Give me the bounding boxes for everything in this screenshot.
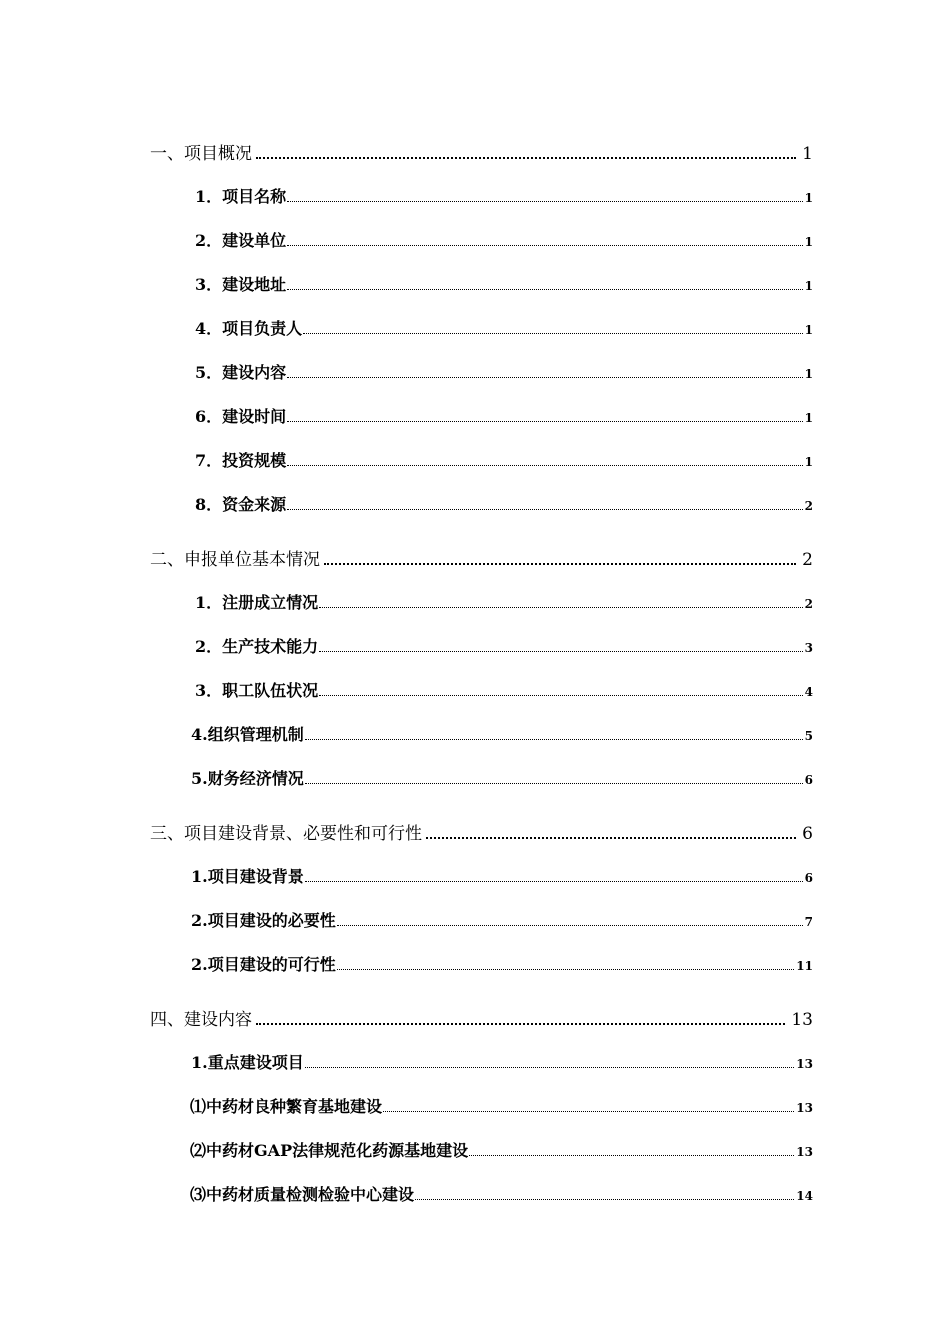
toc-item-label: 3．建设地址 [195, 275, 287, 294]
toc-page-number: 7 [804, 915, 813, 929]
toc-item[interactable] [190, 1094, 813, 1117]
toc-item-label: ⑶中药材质量检测检验中心建设 [190, 1185, 415, 1204]
toc-item-label: 5．建设内容 [195, 363, 287, 382]
dot-leader [337, 968, 795, 970]
toc-item-label: 3．职工队伍状况 [195, 681, 319, 700]
dot-leader [337, 924, 803, 926]
dot-leader [256, 1021, 785, 1025]
dot-leader [319, 606, 803, 608]
toc-page-number: 2 [804, 499, 813, 513]
toc-item-label: 7．投资规模 [195, 451, 287, 470]
toc-page-number: 1 [804, 323, 813, 337]
toc-item[interactable] [191, 1050, 813, 1073]
dot-leader [287, 244, 803, 246]
toc-item-label: 6．建设时间 [195, 407, 287, 426]
toc-item[interactable] [195, 316, 813, 339]
toc-item-label: 5.财务经济情况 [191, 769, 304, 788]
toc-heading-3[interactable] [150, 819, 813, 844]
dot-leader [287, 420, 803, 422]
toc-item-label: ⑴中药材良种繁育基地建设 [190, 1097, 383, 1116]
toc-item-label: 4.组织管理机制 [191, 725, 304, 744]
toc-item[interactable] [195, 404, 813, 427]
toc-page-number: 1 [804, 411, 813, 425]
toc-item-label: 1.重点建设项目 [191, 1053, 304, 1072]
toc-page-number: 13 [796, 1101, 813, 1115]
toc-page-number: 2 [802, 550, 813, 570]
toc-page-number: 11 [796, 959, 813, 973]
dot-leader [287, 288, 803, 290]
toc-item-label: 2.项目建设的必要性 [191, 911, 336, 930]
dot-leader [469, 1154, 794, 1156]
toc-item[interactable] [195, 590, 813, 613]
toc-item[interactable] [191, 952, 813, 975]
toc-item[interactable] [191, 908, 813, 931]
toc-item-label: 2.项目建设的可行性 [191, 955, 336, 974]
toc-item[interactable] [195, 272, 813, 295]
dot-leader [305, 738, 803, 740]
toc-page-number: 3 [804, 641, 813, 655]
toc-item[interactable] [195, 492, 813, 515]
toc-page-number: 1 [804, 455, 813, 469]
toc-page-number: 13 [796, 1057, 813, 1071]
toc-item[interactable] [195, 678, 813, 701]
toc-heading-label: 二、申报单位基本情况 [150, 550, 320, 570]
toc-page-number: 2 [804, 597, 813, 611]
toc-item[interactable] [190, 1138, 813, 1161]
toc-page-number: 14 [796, 1189, 813, 1203]
dot-leader [287, 376, 803, 378]
toc-page-number: 1 [802, 144, 813, 164]
toc-page-number: 4 [804, 685, 813, 699]
dot-leader [305, 1066, 795, 1068]
toc-heading-label: 三、项目建设背景、必要性和可行性 [150, 824, 422, 844]
dot-leader [426, 835, 796, 839]
toc-page-number: 13 [791, 1010, 813, 1030]
dot-leader [305, 880, 803, 882]
toc-page-number: 6 [804, 773, 813, 787]
toc-item[interactable] [190, 1182, 813, 1205]
dot-leader [303, 332, 803, 334]
dot-leader [287, 508, 803, 510]
dot-leader [319, 650, 803, 652]
toc-item-label: 8．资金来源 [195, 495, 287, 514]
toc-item[interactable] [195, 228, 813, 251]
dot-leader [383, 1110, 794, 1112]
dot-leader [324, 561, 796, 565]
toc-page-number: 1 [804, 235, 813, 249]
toc-item[interactable] [191, 864, 813, 887]
toc-item-label: 4．项目负责人 [195, 319, 303, 338]
toc-page-number: 1 [804, 191, 813, 205]
toc-item[interactable] [191, 722, 813, 745]
toc-heading-label: 四、建设内容 [150, 1010, 252, 1030]
toc-item[interactable] [195, 634, 813, 657]
dot-leader [319, 694, 803, 696]
toc-page-number: 6 [804, 871, 813, 885]
toc-item-label: 1．项目名称 [195, 187, 287, 206]
toc-item-label: ⑵中药材GAP法律规范化药源基地建设 [190, 1141, 469, 1160]
toc-page-number: 6 [802, 824, 813, 844]
toc-heading-2[interactable] [150, 545, 813, 570]
toc-item[interactable] [191, 766, 813, 789]
dot-leader [415, 1198, 794, 1200]
toc-item-label: 2．生产技术能力 [195, 637, 319, 656]
toc-item-label: 1.项目建设背景 [191, 867, 304, 886]
toc-item[interactable] [195, 184, 813, 207]
dot-leader [256, 155, 796, 159]
toc-item[interactable] [195, 448, 813, 471]
toc-page-number: 1 [804, 367, 813, 381]
toc-page-number: 5 [804, 729, 813, 743]
toc-heading-4[interactable] [150, 1005, 813, 1030]
dot-leader [305, 782, 803, 784]
dot-leader [287, 464, 803, 466]
toc-heading-label: 一、项目概况 [150, 144, 252, 164]
toc-page-number: 13 [796, 1145, 813, 1159]
toc-item[interactable] [195, 360, 813, 383]
dot-leader [287, 200, 803, 202]
toc-page-number: 1 [804, 279, 813, 293]
toc-heading-1[interactable] [150, 139, 813, 164]
toc-item-label: 2．建设单位 [195, 231, 287, 250]
toc-item-label: 1．注册成立情况 [195, 593, 319, 612]
